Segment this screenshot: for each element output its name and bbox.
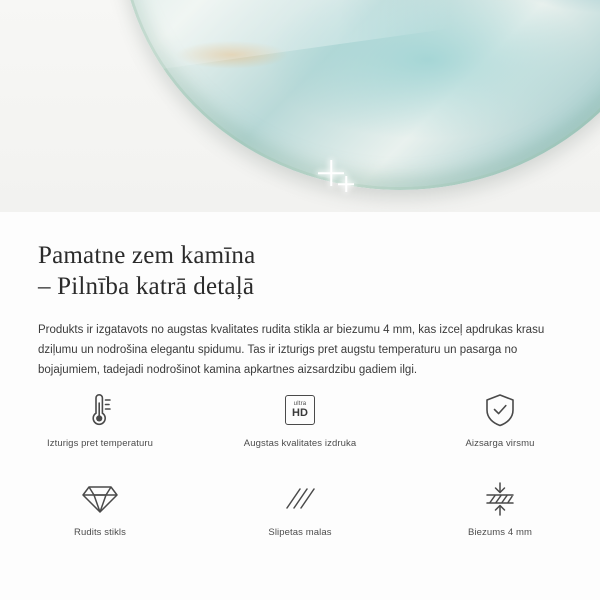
feature-label: Rudits stikls xyxy=(74,527,126,538)
thickness-arrows-icon xyxy=(483,477,517,521)
headline-line-1: Pamatne zem kamīna xyxy=(38,242,256,269)
feature-item-tempered-glass xyxy=(0,477,200,562)
content-block xyxy=(0,212,600,380)
feature-item-polished-edges xyxy=(200,477,400,562)
feature-label: Slipetas malas xyxy=(268,527,332,538)
feature-grid xyxy=(0,388,600,562)
headline-line-2: – Pilnība katrā detaļā xyxy=(38,273,255,300)
page-title xyxy=(0,212,600,302)
feature-label: Izturigs pret temperaturu xyxy=(47,438,153,449)
feature-item-surface-protection xyxy=(400,388,600,473)
feature-item-temperature xyxy=(0,388,200,473)
feature-item-print-quality xyxy=(200,388,400,473)
feature-label: Aizsarga virsmu xyxy=(465,438,535,449)
feature-item-thickness xyxy=(400,477,600,562)
shield-check-icon xyxy=(484,388,516,432)
diamond-icon xyxy=(81,477,119,521)
feature-label: Biezums 4 mm xyxy=(467,527,533,538)
ultra-hd-badge-top: ultra xyxy=(293,401,307,407)
hero-image xyxy=(0,0,600,212)
product-description: Produkts ir izgatavots no augstas kvalitates rudita stikla ar biezumu 4 mm, kas izceļ apdrukas krasu dziļumu un nodrošina elegantu spidumu. Tas ir izturigs pret augstu temperaturu un pasarga no bojajumiem, tadejadi nodrošinot kamina apkartnes aizsardzibu gadiem ilgi. xyxy=(38,324,545,376)
thermometer-icon xyxy=(83,388,117,432)
ultra-hd-icon xyxy=(285,388,315,432)
ultra-hd-badge-bottom: HD xyxy=(292,407,308,419)
feature-label: Augstas kvalitates izdruka xyxy=(243,438,357,449)
diagonal-lines-icon xyxy=(283,477,317,521)
